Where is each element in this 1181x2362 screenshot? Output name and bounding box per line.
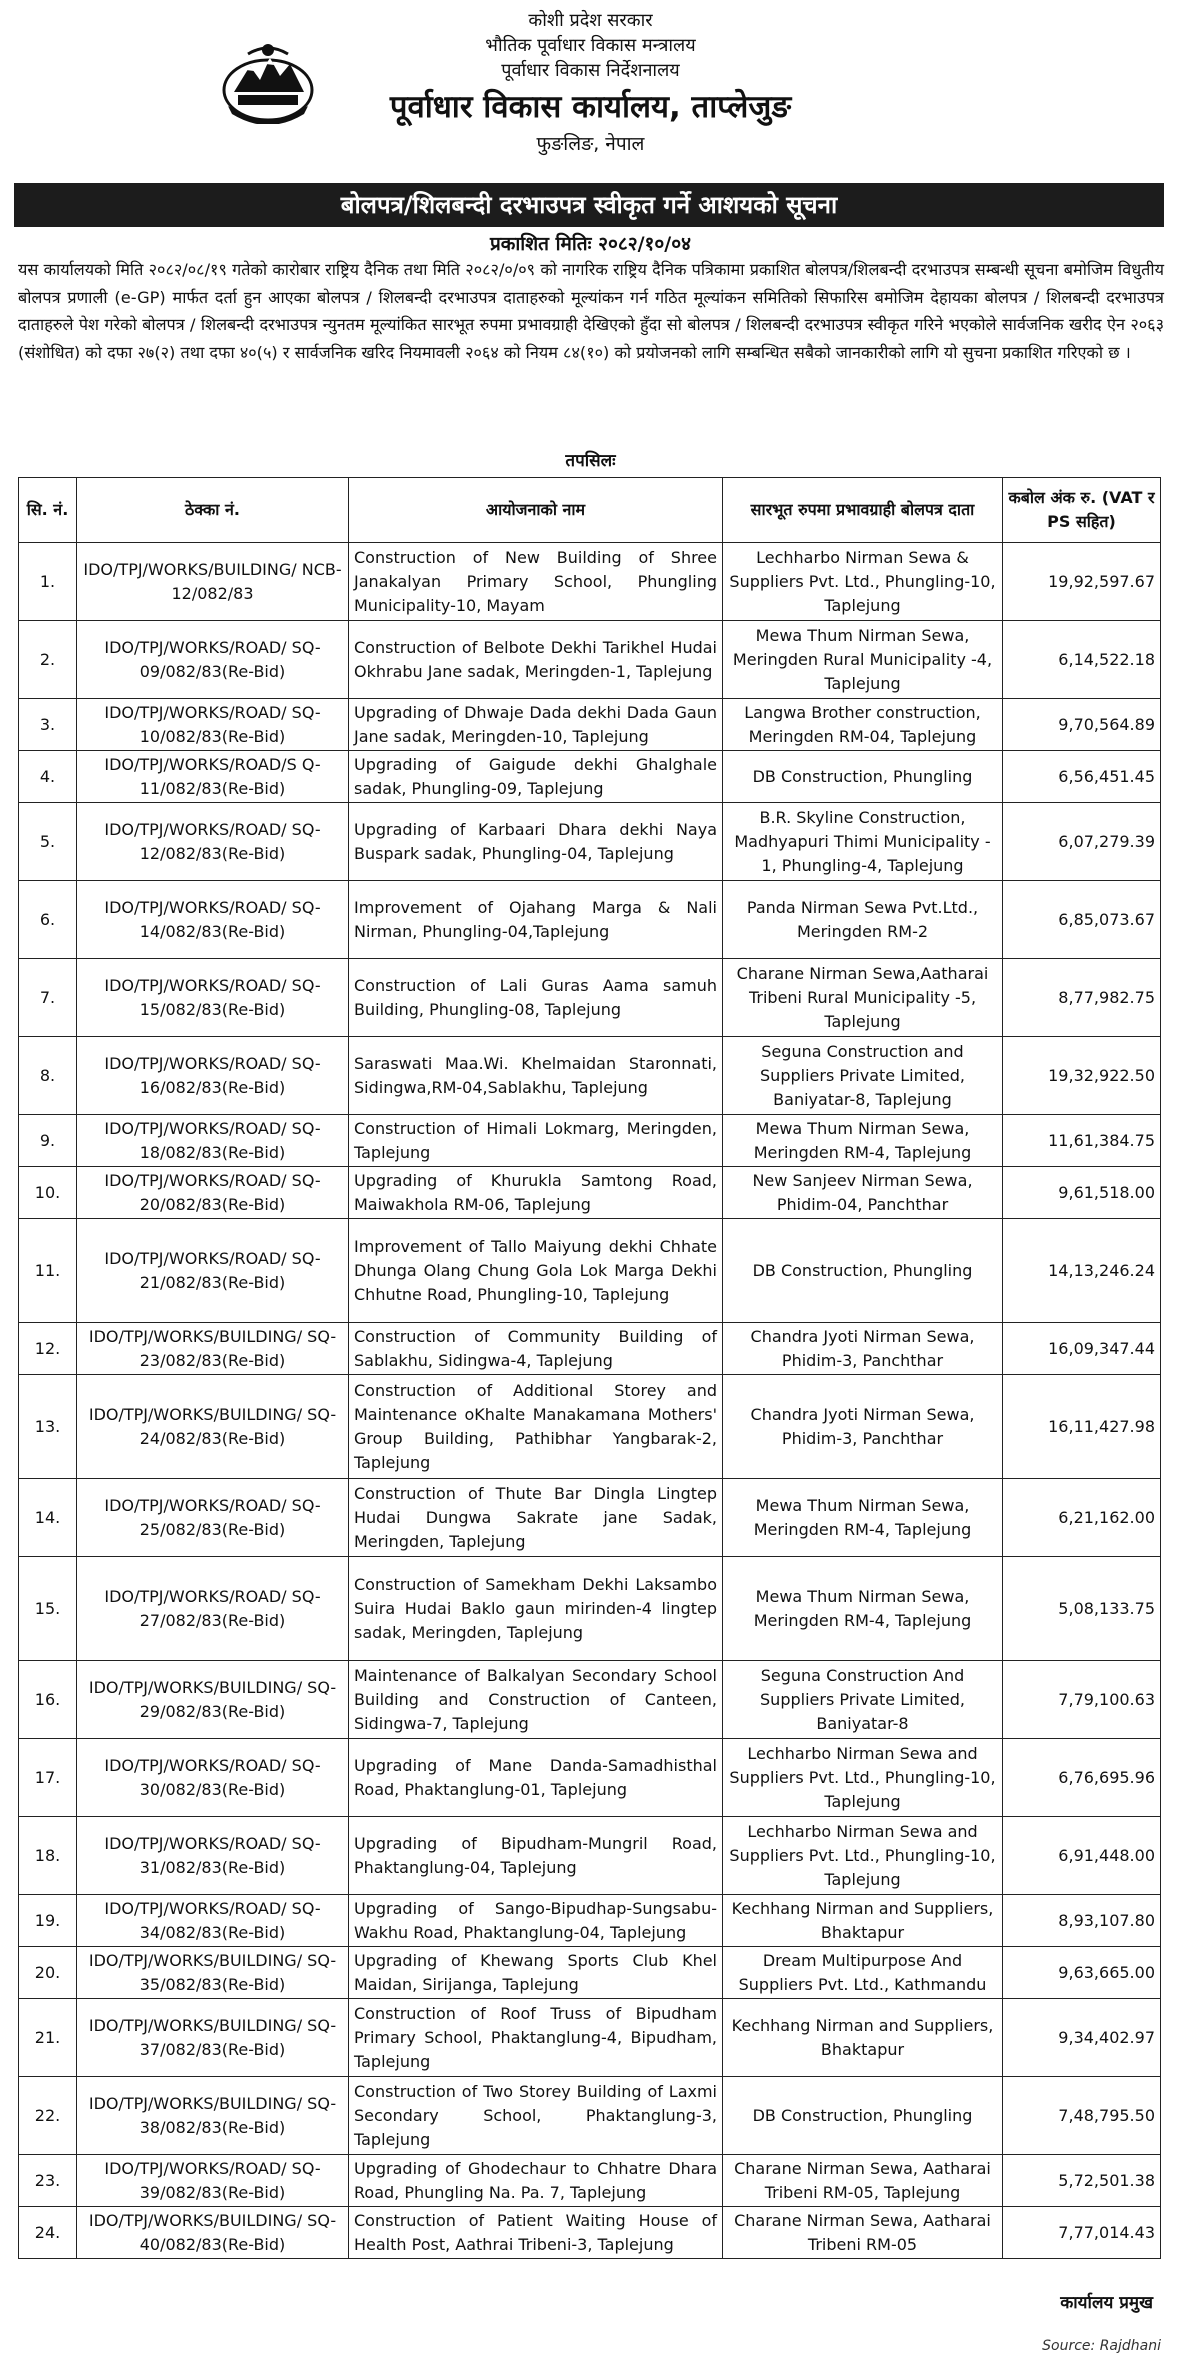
row-sn: 14. [19, 1479, 77, 1557]
table-row [19, 1323, 1161, 1375]
row-bid-amount: 5,08,133.75 [1003, 1557, 1161, 1661]
row-bid-amount: 6,85,073.67 [1003, 881, 1161, 959]
row-project-name: Upgrading of Gaigude dekhi Ghalghale sadak, Phungling-09, Taplejung [349, 751, 723, 803]
row-bid-amount: 9,34,402.97 [1003, 1999, 1161, 2077]
row-contract-no: IDO/TPJ/WORKS/ROAD/ SQ-20/082/83(Re-Bid) [77, 1167, 349, 1219]
row-project-name: Construction of Lali Guras Aama samuh Building, Phungling-08, Taplejung [349, 959, 723, 1037]
row-project-name: Upgrading of Mane Danda-Samadhisthal Road, Phaktanglung-01, Taplejung [349, 1739, 723, 1817]
row-bid-amount: 6,76,695.96 [1003, 1739, 1161, 1817]
row-bidder: Mewa Thum Nirman Sewa, Meringden Rural Municipality -4, Taplejung [723, 621, 1003, 699]
office-location: फुङलिङ, नेपाल [536, 133, 645, 155]
row-contract-no: IDO/TPJ/WORKS/ROAD/ SQ-30/082/83(Re-Bid) [77, 1739, 349, 1817]
row-project-name: Construction of Community Building of Sablakhu, Sidingwa-4, Taplejung [349, 1323, 723, 1375]
row-bidder: New Sanjeev Nirman Sewa, Phidim-04, Panchthar [723, 1167, 1003, 1219]
row-sn: 7. [19, 959, 77, 1037]
row-sn: 22. [19, 2077, 77, 2155]
row-sn: 1. [19, 543, 77, 621]
row-project-name: Upgrading of Khewang Sports Club Khel Maidan, Sirijanga, Taplejung [349, 1947, 723, 1999]
row-bid-amount: 8,77,982.75 [1003, 959, 1161, 1037]
row-bid-amount: 8,93,107.80 [1003, 1895, 1161, 1947]
nepal-emblem-icon [218, 40, 318, 124]
table-row [19, 1115, 1161, 1167]
row-contract-no: IDO/TPJ/WORKS/BUILDING/ SQ-38/082/83(Re-Bid) [77, 2077, 349, 2155]
row-project-name: Construction of Patient Waiting House of Health Post, Aathrai Tribeni-3, Taplejung [349, 2207, 723, 2259]
header-bidder: सारभूत रुपमा प्रभावग्राही बोलपत्र दाता [723, 478, 1003, 543]
header-contract: ठेक्का नं. [77, 478, 349, 543]
row-project-name: Construction of Additional Storey and Maintenance oKhalte Manakamana Mothers' Group Building, Pathibhar Yangbarak-2, Taplejung [349, 1375, 723, 1479]
signature-office-chief: कार्यालय प्रमुख [1060, 2293, 1153, 2313]
row-contract-no: IDO/TPJ/WORKS/ROAD/ SQ-10/082/83(Re-Bid) [77, 699, 349, 751]
row-sn: 11. [19, 1219, 77, 1323]
row-contract-no: IDO/TPJ/WORKS/ROAD/ SQ-25/082/83(Re-Bid) [77, 1479, 349, 1557]
row-bid-amount: 7,48,795.50 [1003, 2077, 1161, 2155]
row-bidder: Lechharbo Nirman Sewa and Suppliers Pvt. Ltd., Phungling-10, Taplejung [723, 1739, 1003, 1817]
row-project-name: Improvement of Ojahang Marga & Nali Nirman, Phungling-04,Taplejung [349, 881, 723, 959]
row-project-name: Construction of Two Storey Building of Laxmi Secondary School, Phaktanglung-3, Taplejung [349, 2077, 723, 2155]
row-bid-amount: 6,14,522.18 [1003, 621, 1161, 699]
table-row [19, 1375, 1161, 1479]
row-project-name: Maintenance of Balkalyan Secondary School Building and Construction of Canteen, Sidingwa-7, Taplejung [349, 1661, 723, 1739]
row-contract-no: IDO/TPJ/WORKS/ROAD/ SQ-12/082/83(Re-Bid) [77, 803, 349, 881]
table-row [19, 1479, 1161, 1557]
row-project-name: Upgrading of Khurukla Samtong Road, Maiwakhola RM-06, Taplejung [349, 1167, 723, 1219]
row-bidder: Chandra Jyoti Nirman Sewa, Phidim-3, Panchthar [723, 1323, 1003, 1375]
row-bidder: Lechharbo Nirman Sewa & Suppliers Pvt. Ltd., Phungling-10, Taplejung [723, 543, 1003, 621]
province-government: कोशी प्रदेश सरकार [528, 10, 653, 31]
source-credit: Source: Rajdhani [1042, 2338, 1161, 2354]
table-header-row [19, 478, 1161, 543]
row-sn: 15. [19, 1557, 77, 1661]
row-bid-amount: 9,70,564.89 [1003, 699, 1161, 751]
row-project-name: Construction of Thute Bar Dingla Lingtep Hudai Dungwa Sakrate jane Sadak, Meringden, Taplejung [349, 1479, 723, 1557]
row-bidder: DB Construction, Phungling [723, 1219, 1003, 1323]
table-row [19, 803, 1161, 881]
row-sn: 20. [19, 1947, 77, 1999]
row-bidder: Lechharbo Nirman Sewa and Suppliers Pvt. Ltd., Phungling-10, Taplejung [723, 1817, 1003, 1895]
row-bid-amount: 6,21,162.00 [1003, 1479, 1161, 1557]
row-bid-amount: 5,72,501.38 [1003, 2155, 1161, 2207]
row-bid-amount: 11,61,384.75 [1003, 1115, 1161, 1167]
row-bid-amount: 7,79,100.63 [1003, 1661, 1161, 1739]
row-bidder: DB Construction, Phungling [723, 2077, 1003, 2155]
row-project-name: Construction of Roof Truss of Bipudham Primary School, Phaktanglung-4, Bipudham, Taplejung [349, 1999, 723, 2077]
row-contract-no: IDO/TPJ/WORKS/BUILDING/ SQ-37/082/83(Re-Bid) [77, 1999, 349, 2077]
row-sn: 5. [19, 803, 77, 881]
row-contract-no: IDO/TPJ/WORKS/ROAD/ SQ-27/082/83(Re-Bid) [77, 1557, 349, 1661]
row-bid-amount: 6,91,448.00 [1003, 1817, 1161, 1895]
row-project-name: Upgrading of Karbaari Dhara dekhi Naya Buspark sadak, Phungling-04, Taplejung [349, 803, 723, 881]
row-bidder: Charane Nirman Sewa,Aatharai Tribeni Rural Municipality -5, Taplejung [723, 959, 1003, 1037]
row-project-name: Construction of New Building of Shree Janakalyan Primary School, Phungling Municipality-10, Mayam [349, 543, 723, 621]
row-contract-no: IDO/TPJ/WORKS/ROAD/ SQ-31/082/83(Re-Bid) [77, 1817, 349, 1895]
row-contract-no: IDO/TPJ/WORKS/BUILDING/ SQ-35/082/83(Re-Bid) [77, 1947, 349, 1999]
ministry-name: भौतिक पूर्वाधार विकास मन्त्रालय [485, 35, 696, 56]
header-project: आयोजनाको नाम [349, 478, 723, 543]
row-bid-amount: 7,77,014.43 [1003, 2207, 1161, 2259]
header-sn: सि. नं. [19, 478, 77, 543]
directorate-name: पूर्वाधार विकास निर्देशनालय [501, 60, 680, 81]
row-sn: 21. [19, 1999, 77, 2077]
row-bidder: Seguna Construction and Suppliers Private Limited, Baniyatar-8, Taplejung [723, 1037, 1003, 1115]
row-sn: 13. [19, 1375, 77, 1479]
row-project-name: Upgrading of Ghodechaur to Chhatre Dhara Road, Phungling Na. Pa. 7, Taplejung [349, 2155, 723, 2207]
bid-table [18, 477, 1161, 2259]
row-bid-amount: 16,09,347.44 [1003, 1323, 1161, 1375]
row-bidder: Mewa Thum Nirman Sewa, Meringden RM-4, Taplejung [723, 1557, 1003, 1661]
row-project-name: Upgrading of Dhwaje Dada dekhi Dada Gaun Jane sadak, Meringden-10, Taplejung [349, 699, 723, 751]
row-bidder: Charane Nirman Sewa, Aatharai Tribeni RM-05, Taplejung [723, 2155, 1003, 2207]
table-row [19, 1167, 1161, 1219]
letterhead [0, 8, 1181, 159]
row-bidder: Dream Multipurpose And Suppliers Pvt. Ltd., Kathmandu [723, 1947, 1003, 1999]
row-bidder: DB Construction, Phungling [723, 751, 1003, 803]
table-row [19, 2077, 1161, 2155]
row-sn: 3. [19, 699, 77, 751]
row-contract-no: IDO/TPJ/WORKS/ROAD/ SQ-15/082/83(Re-Bid) [77, 959, 349, 1037]
table-row [19, 699, 1161, 751]
row-project-name: Construction of Himali Lokmarg, Meringden, Taplejung [349, 1115, 723, 1167]
row-contract-no: IDO/TPJ/WORKS/ROAD/S Q-11/082/83(Re-Bid) [77, 751, 349, 803]
row-bidder: Mewa Thum Nirman Sewa, Meringden RM-4, Taplejung [723, 1479, 1003, 1557]
row-bid-amount: 6,56,451.45 [1003, 751, 1161, 803]
row-bid-amount: 19,92,597.67 [1003, 543, 1161, 621]
row-contract-no: IDO/TPJ/WORKS/BUILDING/ SQ-40/082/83(Re-Bid) [77, 2207, 349, 2259]
row-sn: 2. [19, 621, 77, 699]
row-bid-amount: 16,11,427.98 [1003, 1375, 1161, 1479]
row-sn: 16. [19, 1661, 77, 1739]
row-sn: 18. [19, 1817, 77, 1895]
table-row [19, 1895, 1161, 1947]
row-bid-amount: 14,13,246.24 [1003, 1219, 1161, 1323]
row-contract-no: IDO/TPJ/WORKS/BUILDING/ NCB-12/082/83 [77, 543, 349, 621]
table-row [19, 1999, 1161, 2077]
row-bidder: Panda Nirman Sewa Pvt.Ltd., Meringden RM-2 [723, 881, 1003, 959]
row-contract-no: IDO/TPJ/WORKS/ROAD/ SQ-16/082/83(Re-Bid) [77, 1037, 349, 1115]
row-bidder: Kechhang Nirman and Suppliers, Bhaktapur [723, 1999, 1003, 2077]
table-row [19, 1817, 1161, 1895]
row-project-name: Upgrading of Bipudham-Mungril Road, Phaktanglung-04, Taplejung [349, 1817, 723, 1895]
row-project-name: Construction of Samekham Dekhi Laksambo Suira Hudai Baklo gaun mirinden-4 lingtep sadak, Meringden, Taplejung [349, 1557, 723, 1661]
row-contract-no: IDO/TPJ/WORKS/ROAD/ SQ-14/082/83(Re-Bid) [77, 881, 349, 959]
details-label: तपसिलः [565, 451, 616, 471]
row-bid-amount: 9,61,518.00 [1003, 1167, 1161, 1219]
row-sn: 4. [19, 751, 77, 803]
row-sn: 23. [19, 2155, 77, 2207]
row-project-name: Construction of Belbote Dekhi Tarikhel Hudai Okhrabu Jane sadak, Meringden-1, Taplejung [349, 621, 723, 699]
table-row [19, 621, 1161, 699]
table-row [19, 1947, 1161, 1999]
row-sn: 6. [19, 881, 77, 959]
row-bidder: Kechhang Nirman and Suppliers, Bhaktapur [723, 1895, 1003, 1947]
row-sn: 8. [19, 1037, 77, 1115]
row-bidder: Chandra Jyoti Nirman Sewa, Phidim-3, Panchthar [723, 1375, 1003, 1479]
row-sn: 24. [19, 2207, 77, 2259]
table-row [19, 959, 1161, 1037]
table-row [19, 751, 1161, 803]
office-title: पूर्वाधार विकास कार्यालय, ताप्लेजुङ [389, 89, 792, 125]
row-sn: 10. [19, 1167, 77, 1219]
row-bidder: Charane Nirman Sewa, Aatharai Tribeni RM-05 [723, 2207, 1003, 2259]
table-row [19, 543, 1161, 621]
table-row [19, 1037, 1161, 1115]
row-contract-no: IDO/TPJ/WORKS/ROAD/ SQ-39/082/83(Re-Bid) [77, 2155, 349, 2207]
row-sn: 12. [19, 1323, 77, 1375]
table-row [19, 1739, 1161, 1817]
row-contract-no: IDO/TPJ/WORKS/ROAD/ SQ-21/082/83(Re-Bid) [77, 1219, 349, 1323]
table-row [19, 1219, 1161, 1323]
row-contract-no: IDO/TPJ/WORKS/ROAD/ SQ-09/082/83(Re-Bid) [77, 621, 349, 699]
row-bidder: Mewa Thum Nirman Sewa, Meringden RM-4, Taplejung [723, 1115, 1003, 1167]
published-date: प्रकाशित मितिः २०८२/१०/०४ [489, 233, 692, 255]
row-bidder: Langwa Brother construction, Meringden RM-04, Taplejung [723, 699, 1003, 751]
table-row [19, 2155, 1161, 2207]
header-amount: कबोल अंक रु. (VAT र PS सहित) [1003, 478, 1161, 543]
row-project-name: Upgrading of Sango-Bipudhap-Sungsabu-Wakhu Road, Phaktanglung-04, Taplejung [349, 1895, 723, 1947]
row-contract-no: IDO/TPJ/WORKS/BUILDING/ SQ-24/082/83(Re-Bid) [77, 1375, 349, 1479]
notice-title: बोलपत्र/शिलबन्दी दरभाउपत्र स्वीकृत गर्ने आशयको सूचना [14, 183, 1164, 227]
row-contract-no: IDO/TPJ/WORKS/ROAD/ SQ-18/082/83(Re-Bid) [77, 1115, 349, 1167]
row-bidder: Seguna Construction And Suppliers Private Limited, Baniyatar-8 [723, 1661, 1003, 1739]
row-contract-no: IDO/TPJ/WORKS/ROAD/ SQ-34/082/83(Re-Bid) [77, 1895, 349, 1947]
row-bid-amount: 6,07,279.39 [1003, 803, 1161, 881]
row-bid-amount: 19,32,922.50 [1003, 1037, 1161, 1115]
row-bidder: B.R. Skyline Construction, Madhyapuri Thimi Municipality - 1, Phungling-4, Taplejung [723, 803, 1003, 881]
row-sn: 17. [19, 1739, 77, 1817]
table-row [19, 881, 1161, 959]
table-row [19, 1661, 1161, 1739]
table-row [19, 2207, 1161, 2259]
row-contract-no: IDO/TPJ/WORKS/BUILDING/ SQ-23/082/83(Re-Bid) [77, 1323, 349, 1375]
notice-body: यस कार्यालयको मिति २०८२/०८/१९ गतेको कारोबार राष्ट्रिय दैनिक तथा मिति २०८२/०/०९ को नागरिक राष्ट्रिय दैनिक पत्रिकामा प्रकाशित बोलपत्र/शिलबन्दी दरभाउपत्र सम्बन्धी सूचना बमोजिम विधुतीय बोलपत्र प्रणाली (e-GP) मार्फत दर्ता हुन आएका बोलपत्र / शिलबन्दी दरभाउपत्र दाताहरुको मूल्यांकन गर्न गठित मूल्यांकन समितिको सिफारिस बमोजिम देहायका बोलपत्र / शिलबन्दी दरभाउपत्र दाताहरुले पेश गरेको बोलपत्र / शिलबन्दी दरभाउपत्र न्युनतम मूल्यांकित सारभूत रुपमा प्रभावग्राही देखिएको हुँदा सो बोलपत्र / शिलबन्दी दरभाउपत्र स्वीकृत गरिने भएकोले सार्वजनिक खरीद ऐन २०६३ (संशोधित) को दफा २७(२) तथा दफा ४०(५) र सार्वजनिक खरिद नियमावली २०६४ को नियम ८४(१०) को प्रयोजनको लागि सम्बन्धित सबैको जानकारीको लागि यो सुचना प्रकाशित गरिएको छ । [18, 260, 1164, 362]
row-sn: 9. [19, 1115, 77, 1167]
row-project-name: Improvement of Tallo Maiyung dekhi Chhate Dhunga Olang Chung Gola Lok Marga Dekhi Chhutne Road, Phungling-10, Taplejung [349, 1219, 723, 1323]
row-sn: 19. [19, 1895, 77, 1947]
row-bid-amount: 9,63,665.00 [1003, 1947, 1161, 1999]
row-contract-no: IDO/TPJ/WORKS/BUILDING/ SQ-29/082/83(Re-Bid) [77, 1661, 349, 1739]
table-row [19, 1557, 1161, 1661]
row-project-name: Saraswati Maa.Wi. Khelmaidan Staronnati, Sidingwa,RM-04,Sablakhu, Taplejung [349, 1037, 723, 1115]
